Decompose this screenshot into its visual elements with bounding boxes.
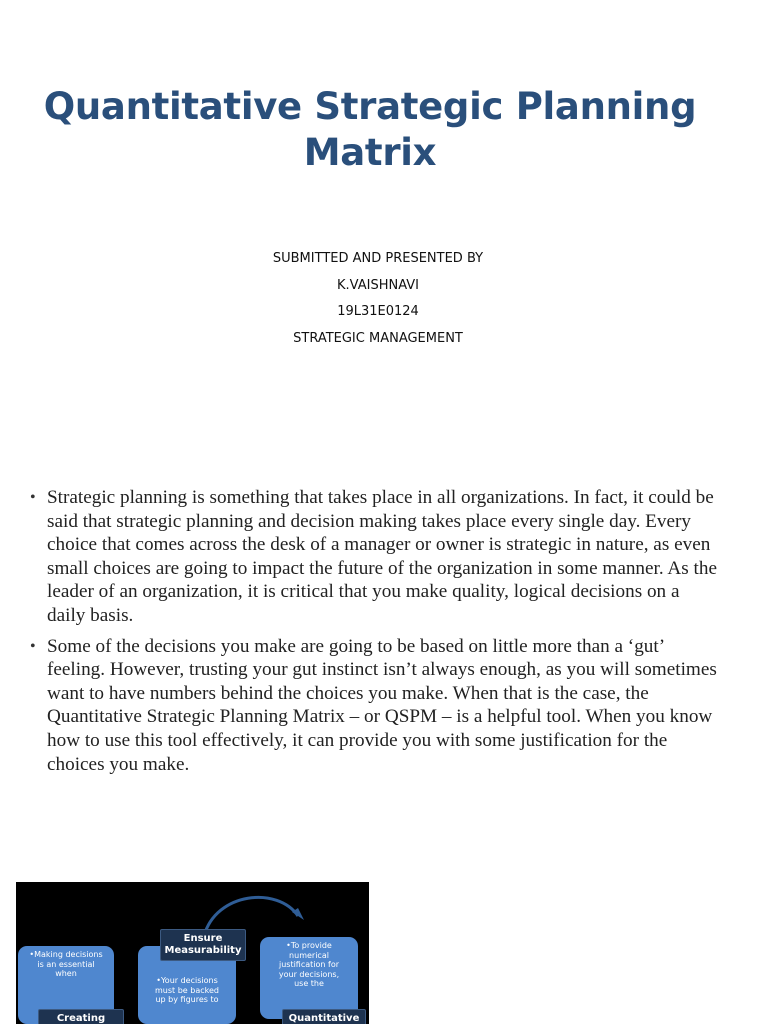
bullet-text: Strategic planning is something that takes place in all organizations. In fact, it could be said that strategic planning and decision making takes place every single day. Every choice that comes across the desk of a manager or owner is strategic in nature, as even small choices are going to impact the future of the organization in some manner. As the leader of an organization, it is critical that you make quality, logical decisions on a daily basis. (47, 487, 717, 626)
box-text: up by figures to (155, 995, 219, 1004)
bullet-icon: • (30, 489, 36, 506)
bullet-item (30, 635, 720, 777)
bullet-item (30, 486, 720, 628)
subtitle-line: SUBMITTED AND PRESENTED BY (272, 251, 484, 266)
roll-number: 19L31E0124 (337, 304, 419, 319)
box-text: •Making decisions (29, 950, 103, 959)
label-text: Ensure (183, 933, 223, 944)
title-line: Quantitative Strategic Planning (43, 85, 697, 128)
presenter-info (180, 246, 576, 352)
box-text: your decisions, (278, 969, 340, 979)
title-line: Matrix (303, 131, 437, 174)
box-text: is an essential (37, 959, 95, 969)
box-text: justification for (278, 960, 340, 969)
box-text: •Your decisions (156, 976, 218, 985)
bullet-text: Some of the decisions you make are going to be based on little more than a ‘gut’ feeling. However, trusting your gut instinct isn’t always enough, as you will sometimes want to have numbers behind the choices you make. When that is the case, the Quantitative Strategic Planning Matrix – or QSPM – is a helpful tool. When you know how to use this tool effectively, it can provide you with some justification for the choices you make. (47, 635, 717, 775)
label-text: Creating (56, 1013, 106, 1024)
presenter-name: K.VAISHNAVI (337, 277, 419, 293)
diagram-box-to-provide (260, 937, 358, 1019)
diagram-label-quantitative (282, 1009, 366, 1024)
qspm-diagram-image (16, 882, 369, 1024)
slide-title (40, 84, 700, 176)
box-text: numerical (289, 950, 329, 960)
label-text: Quantitative (288, 1013, 360, 1024)
bullet-list (30, 486, 720, 783)
box-text: use the (294, 979, 324, 988)
box-text: must be backed (155, 985, 219, 995)
label-text: Measurability (164, 945, 242, 956)
bullet-icon: • (30, 637, 36, 655)
diagram-label-creating (38, 1009, 124, 1024)
diagram-label-ensure-measurability (160, 929, 246, 961)
box-text: •To provide (286, 941, 332, 950)
box-text: when (55, 969, 77, 978)
course-name: STRATEGIC MANAGEMENT (293, 330, 463, 346)
